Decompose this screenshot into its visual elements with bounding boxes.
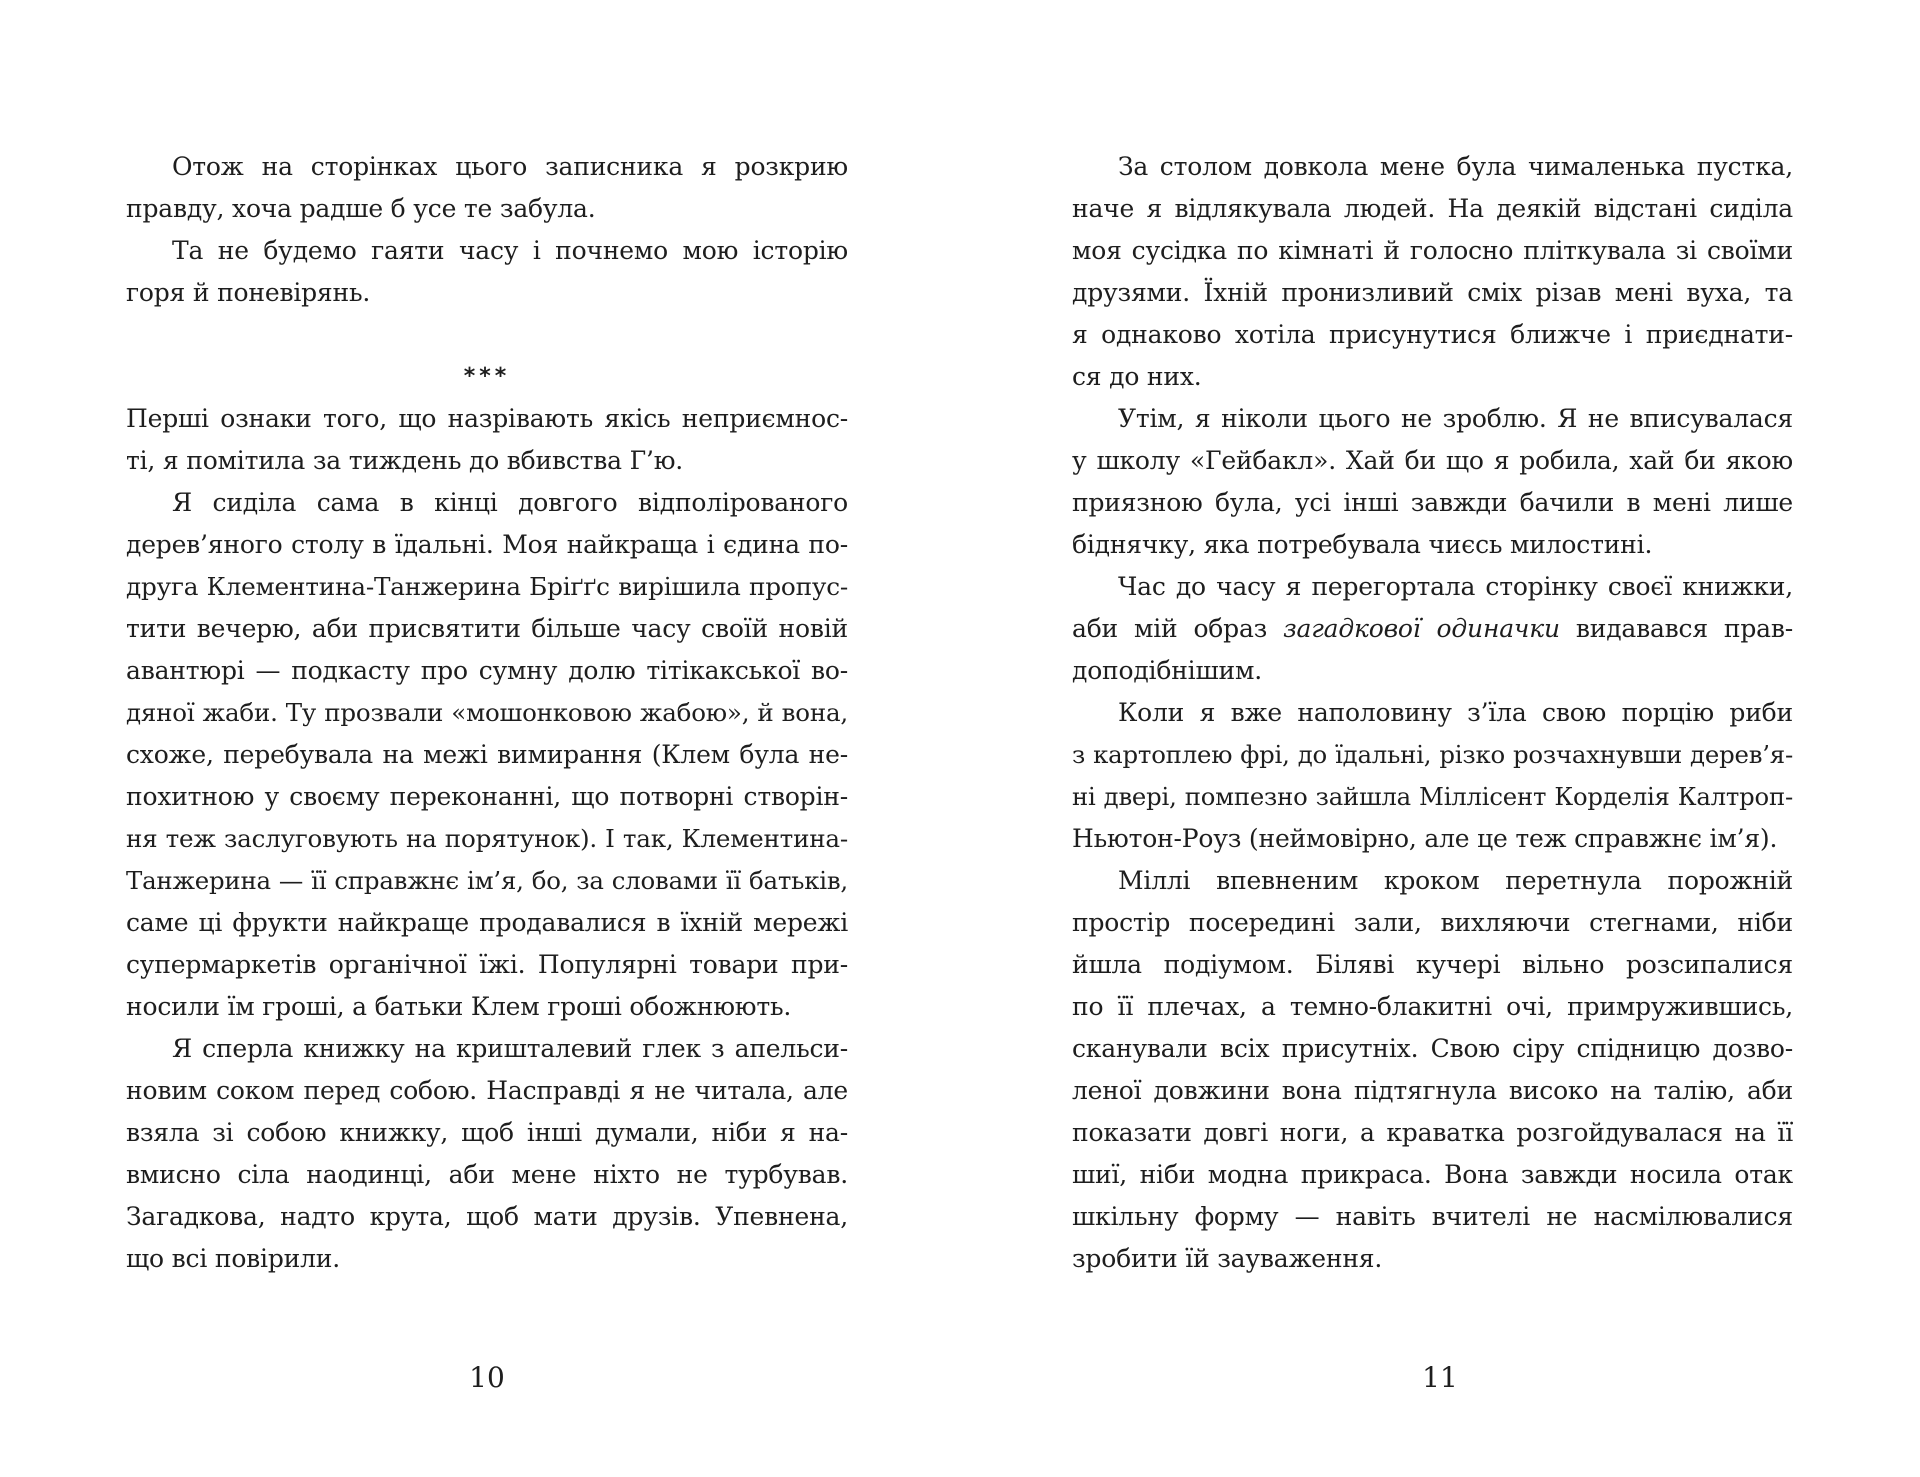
text-line: показати довгі ноги, а краватка розгойдувалася на її: [1072, 1118, 1793, 1147]
text-line: що всі повірили.: [126, 1244, 340, 1273]
left-page-text: [126, 146, 848, 1280]
text-line: тити вечерю, аби присвятити більше часу своїй новій: [126, 614, 848, 643]
text-line: За столом довкола мене була чималенька пустка,: [1118, 152, 1793, 181]
text-line: схоже, перебувала на межі вимирання (Клем була не-: [126, 740, 848, 769]
text-line: саме ці фрукти найкраще продавалися в їхній мережі: [126, 908, 848, 937]
text-line: сканували всіх присутніх. Свою сіру спідницю дозво-: [1072, 1034, 1793, 1063]
text-line: Танжерина — її справжнє ім’я, бо, за словами її батьків,: [126, 866, 848, 895]
italic-text-run: загадкової одиначки: [1283, 614, 1560, 643]
text-line: взяла зі собою книжку, щоб інші думали, ніби я на-: [126, 1118, 848, 1147]
text-line: йшла подіумом. Біляві кучері вільно розсипалися: [1072, 950, 1793, 979]
blank-line: [126, 314, 848, 356]
text-line: зробити їй зауваження.: [1072, 1244, 1383, 1273]
text-line: Отож на сторінках цього записника я розкрию: [172, 152, 848, 181]
text-line: Ньютон-Роуз (неймовірно, але це теж справжнє ім’я).: [1072, 824, 1778, 853]
text-line: моя сусідка по кімнаті й голосно пліткувала зі своїми: [1072, 236, 1793, 265]
text-line: вмисно сіла наодинці, аби мене ніхто не турбував.: [126, 1160, 848, 1189]
text-line: ті, я помітила за тиждень до вбивства Г’ю.: [126, 446, 684, 475]
text-line: [1072, 608, 1793, 650]
text-line: по її плечах, а темно-блакитні очі, примружившись,: [1072, 992, 1793, 1021]
text-line: Та не будемо гаяти часу і почнемо мою історію: [172, 236, 848, 265]
text-line: Я сиділа сама в кінці довгого відполірованого: [172, 488, 848, 517]
text-line: у школу «Гейбакл». Хай би що я робила, хай би якою: [1072, 446, 1793, 475]
text-run: видавався прав-: [1559, 614, 1793, 643]
text-line: ся до них.: [1072, 362, 1202, 391]
text-line: дерев’яного столу в їдальні. Моя найкраща і єдина по-: [126, 530, 848, 559]
text-line: друзями. Їхній пронизливий сміх різав мені вуха, та: [1072, 278, 1793, 307]
text-line: простір посередині зали, вихляючи стегнами, ніби: [1072, 908, 1793, 937]
text-line: Міллі впевненим кроком перетнула порожній: [1118, 866, 1793, 895]
page-number: 10: [469, 1361, 505, 1394]
text-line: новим соком перед собою. Насправді я не читала, але: [126, 1076, 848, 1105]
text-run: аби мій образ: [1072, 614, 1284, 643]
section-separator: ***: [463, 364, 511, 389]
text-line: Я сперла книжку на кришталевий глек з апельси-: [172, 1034, 848, 1063]
text-line: шиї, ніби модна прикраса. Вона завжди носила отак: [1072, 1160, 1793, 1189]
text-line: Коли я вже наполовину з’їла свою порцію риби: [1118, 698, 1793, 727]
text-line: біднячку, яка потребувала чиєсь милостині.: [1072, 530, 1653, 559]
text-line: Утім, я ніколи цього не зроблю. Я не вписувалася: [1118, 404, 1793, 433]
right-page: [960, 0, 1920, 1477]
text-line: Перші ознаки того, що назрівають якісь неприємнос-: [126, 404, 848, 433]
text-line: Час до часу я перегортала сторінку своєї книжки,: [1118, 572, 1793, 601]
text-line: похитною у своєму переконанні, що потворні створін-: [126, 782, 848, 811]
text-line: супермаркетів органічної їжі. Популярні товари при-: [126, 950, 848, 979]
text-line: наче я відлякувала людей. На деякій відстані сиділа: [1072, 194, 1793, 223]
text-line: ні двері, помпезно зайшла Міллісент Корделія Калтроп-: [1072, 782, 1793, 811]
text-line: авантюрі — подкасту про сумну долю тітікакської во-: [126, 656, 848, 685]
text-line: горя й поневірянь.: [126, 278, 371, 307]
text-line: леної довжини вона підтягнула високо на талію, аби: [1072, 1076, 1793, 1105]
text-line: з картоплею фрі, до їдальні, різко розчахнувши дерев’я-: [1072, 740, 1793, 769]
text-line: друга Клементина-Танжерина Бріґґс вирішила пропус-: [126, 572, 848, 601]
text-line: Загадкова, надто крута, щоб мати друзів. Упевнена,: [126, 1202, 848, 1231]
text-line: дяної жаби. Ту прозвали «мошонковою жабою», й вона,: [126, 698, 848, 727]
text-line: носили їм гроші, а батьки Клем гроші обожнюють.: [126, 992, 792, 1021]
text-line: приязною була, усі інші завжди бачили в мені лише: [1072, 488, 1793, 517]
text-line: шкільну форму — навіть вчителі не насмілювалися: [1072, 1202, 1793, 1231]
right-page-text: [1072, 146, 1793, 1280]
text-line: доподібнішим.: [1072, 656, 1262, 685]
text-line: правду, хоча радше б усе те забула.: [126, 194, 596, 223]
text-line: ня теж заслуговують на порятунок). І так, Клементина-: [126, 824, 848, 853]
text-line: я однаково хотіла присунутися ближче і приєднати-: [1072, 320, 1793, 349]
page-number: 11: [1422, 1361, 1458, 1394]
